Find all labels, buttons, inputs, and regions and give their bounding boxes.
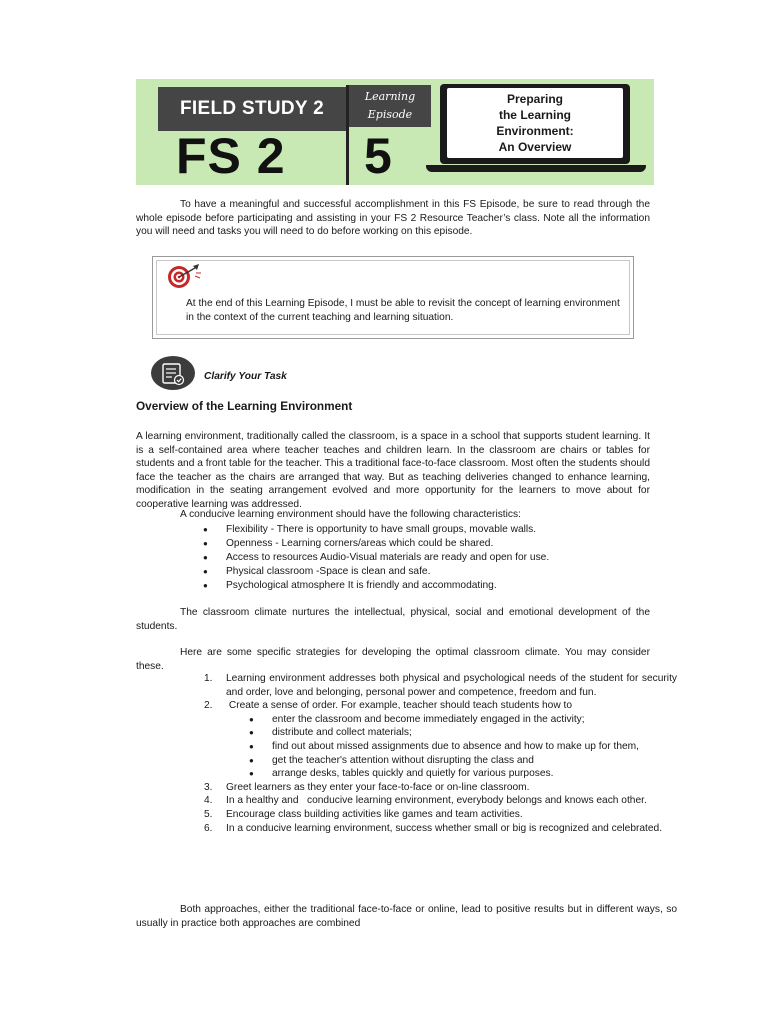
list-item: ● find out about missed assignments due to absence and how to make up for them, [246,740,677,754]
list-item: ● enter the classroom and become immediately engaged in the activity; [246,713,677,727]
laptop-base [426,165,646,172]
paragraph-conclusion: Both approaches, either the traditional face-to-face or online, lead to positive results but in different ways, so usually in practice both approaches are combined [136,904,677,929]
list-item [136,822,677,836]
episode-label-line1: Learning [364,90,416,103]
paragraph-strategies-intro: Here are some specific strategies for developing the optimal classroom climate. You may consider these. [136,647,650,672]
item-number: 3. [204,781,213,793]
list-item [136,781,677,795]
episode-topic [447,88,623,158]
item-text: Create a sense of order. For example, teacher should teach students how to [226,700,573,712]
characteristics-list [200,523,549,593]
list-item: ● Flexibility - There is opportunity to have small groups, movable walls. [200,523,549,537]
episode-number: 5 [364,128,392,184]
series-code: FS 2 [176,128,286,184]
list-item: ● Access to resources Audio-Visual materials are ready and open for use. [200,551,549,565]
list-item: ● distribute and collect materials; [246,726,677,740]
section-title: Overview of the Learning Environment [136,399,353,413]
item-number: 5. [204,808,213,820]
characteristics-intro: A conducive learning environment should have the following characteristics: [180,509,521,520]
topic-line4: An Overview [498,140,572,154]
list-item: ● arrange desks, tables quickly and quietly for various purposes. [246,767,677,781]
episode-label-line2: Episode [367,108,413,121]
list-item: ● Physical classroom -Space is clean and safe. [200,565,549,579]
order-sublist [136,713,677,781]
list-item [136,808,677,822]
list-item [136,794,677,808]
item-number: 6. [204,822,213,834]
checklist-icon [150,355,196,391]
topic-line2: the Learning [498,108,571,122]
list-item: ● get the teacher's attention without disrupting the class and [246,754,677,768]
strategies-list [136,672,677,835]
intro-paragraph: To have a meaningful and successful accomplishment in this FS Episode, be sure to read through the whole episode before participating and assisting in your FS 2 Resource Teacher’s class. Note all the information you will need and tasks you will need to do before working on this episode. [136,199,650,238]
episode-label [349,85,431,127]
task-label: Clarify Your Task [204,371,287,382]
topic-line1: Preparing [506,92,563,106]
item-text: Greet learners as they enter your face-to-face or on-line classroom. [226,781,530,793]
list-item [136,699,677,713]
item-text: Learning environment addresses both physical and psychological needs of the student for security and order, love and belonging, personal power and competence, freedom and fun. [226,673,677,698]
item-text: In a healthy and conducive learning environment, everybody belongs and knows each other. [226,795,647,807]
paragraph-classroom-climate: The classroom climate nurtures the intellectual, physical, social and emotional development of the students. [136,607,650,632]
item-number: 1. [204,673,213,684]
list-item [136,672,677,699]
target-icon [165,262,205,292]
list-item: ● Psychological atmosphere It is friendly and accommodating. [200,579,549,593]
item-number: 4. [204,795,213,807]
item-text: In a conducive learning environment, success whether small or big is recognized and celebrated. [226,822,663,834]
paragraph-learning-environment: A learning environment, traditionally called the classroom, is a space in a school that supports student learning. It is a self-contained area where teacher teaches and children learn. In the classroom are chairs or tables for students and a front table for the teacher. This a traditional face-to-face classroom. Most often the students should face the teacher as the chairs are arranged that way. But as teaching deliveries changed to enhance learning, modification in the seating arrangement evolved and more opportunity for the learners to move about for cooperative learning was addressed. [136,431,650,510]
objective-text: At the end of this Learning Episode, I must be able to revisit the concept of learning environment in the context of the current teaching and learning situation. [186,298,620,323]
item-text: Encourage class building activities like games and team activities. [226,808,523,820]
series-title: FIELD STUDY 2 [158,87,346,131]
episode-banner [136,79,654,185]
topic-line3: Environment: [496,124,574,138]
item-number: 2. [204,700,213,712]
list-item: ● Openness - Learning corners/areas which could be shared. [200,537,549,551]
